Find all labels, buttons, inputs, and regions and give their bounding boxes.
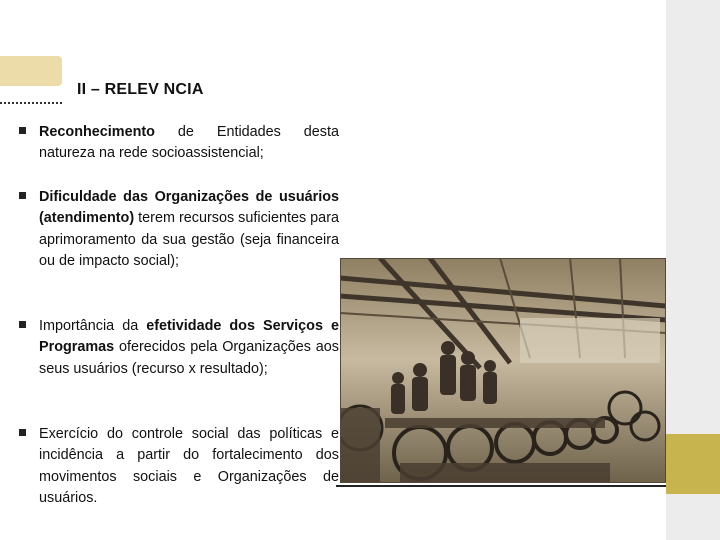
bullet-text: Importância da efetividade dos Serviços e Programas oferecidos pela Organizações aos seus usuários (recurso x resultado); [39,318,339,377]
factory-photo-drawing [340,258,666,483]
bullet-item-importance [19,316,339,380]
bullet-item-difficulty [19,187,339,272]
title-dotted-divider [0,102,62,104]
square-bullet-icon [19,321,26,328]
square-bullet-icon [19,192,26,199]
bullet-item-recognition [19,122,339,165]
slide-title: II – RELEV NCIA [77,81,204,98]
right-gold-accent [666,434,720,494]
bullet-text: Reconhecimento de Entidades desta natureza na rede socioassistencial; [39,124,339,162]
bullet-item-social-control [19,424,339,509]
bullet-text: Dificuldade das Organizações de usuários (atendimento) terem recursos suficientes para aprimoramento da sua gestão (seja financeira ou de impacto social); [39,189,339,269]
bullet-text: Exercício do controle social das políticas e incidência a partir do fortalecimento dos movimentos sociais e Organizações de usuários. [39,426,339,506]
square-bullet-icon [19,429,26,436]
square-bullet-icon [19,127,26,134]
title-tab-decoration [0,56,62,86]
photo-underline [336,485,666,487]
factory-machinery-photo [340,258,666,483]
